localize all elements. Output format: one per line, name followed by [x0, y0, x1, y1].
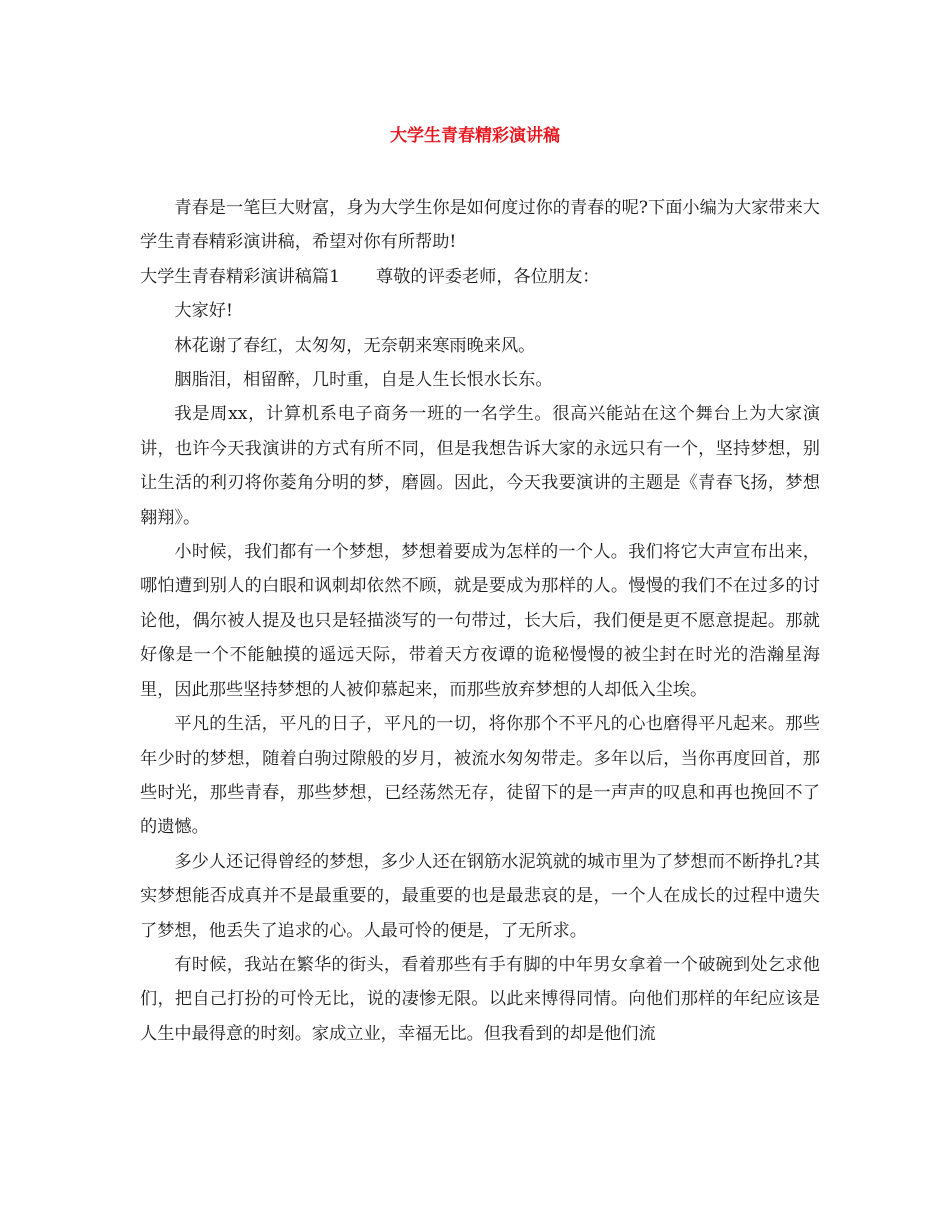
paragraph-greeting: 大家好!: [174, 301, 233, 322]
paragraph-ordinary-life: 平凡的生活，平凡的日子，平凡的一切，将你那个不平凡的心也磨得平凡起来。那些年少时的梦想，随着白驹过隙般的岁月，被流水匆匆带走。多年以后，当你再度回首，那些时光，那些青春，那些梦想，已经荡然无存，徒留下的是一声声的叹息和再也挽回不了的遗憾。: [140, 714, 820, 838]
paragraph-street-scene: 有时候，我站在繁华的街头，看着那些有手有脚的中年男女拿着一个破碗到处乞求他们，把自己打扮的可怜无比，说的凄惨无限。以此来博得同情。向他们那样的年纪应该是人生中最得意的时刻。家成立业，幸福无比。但我看到的却是他们流: [140, 954, 820, 1044]
paragraph-lost-dreams: 多少人还记得曾经的梦想，多少人还在钢筋水泥筑就的城市里为了梦想而不断挣扎?其实梦想能否成真并不是最重要的，最重要的也是最悲哀的是，一个人在成长的过程中遗失了梦想，他丢失了追求的心。人最可怜的便是，了无所求。: [140, 851, 820, 941]
paragraph-self-introduction: 我是周xx，计算机系电子商务一班的一名学生。很高兴能站在这个舞台上为大家演讲，也许今天我演讲的方式有所不同，但是我想告诉大家的永远只有一个，坚持梦想，别让生活的利刃将你菱角分明的梦，磨圆。因此，今天我要演讲的主题是《青春飞扬，梦想翱翔》。: [140, 404, 820, 528]
section-heading-line: [140, 260, 820, 294]
document-body: [140, 191, 820, 1051]
salutation: 尊敬的评委老师，各位朋友：: [376, 266, 600, 287]
document-title: 大学生青春精彩演讲稿: [390, 126, 560, 146]
intro-paragraph: 青春是一笔巨大财富，身为大学生你是如何度过你的青春的呢?下面小编为大家带来大学生青春精彩演讲稿，希望对你有所帮助!: [140, 198, 820, 253]
paragraph-poem-line-1: 林花谢了春红，太匆匆，无奈朝来寒雨晚来风。: [174, 335, 536, 356]
section-heading: 大学生青春精彩演讲稿篇1: [140, 266, 340, 287]
paragraph-childhood-dream: 小时候，我们都有一个梦想，梦想着要成为怎样的一个人。我们将它大声宣布出来，哪怕遭到别人的白眼和讽刺却依然不顾，就是要成为那样的人。慢慢的我们不在过多的讨论他，偶尔被人提及也只是轻描淡写的一句带过，长大后，我们便是更不愿意提起。那就好像是一个不能触摸的遥远天际，带着天方夜谭的诡秘慢慢的被尘封在时光的浩瀚星海里，因此那些坚持梦想的人被仰慕起来，而那些放弃梦想的人却低入尘埃。: [140, 542, 820, 700]
paragraph-poem-line-2: 胭脂泪，相留醉，几时重，自是人生长恨水长东。: [174, 370, 553, 391]
